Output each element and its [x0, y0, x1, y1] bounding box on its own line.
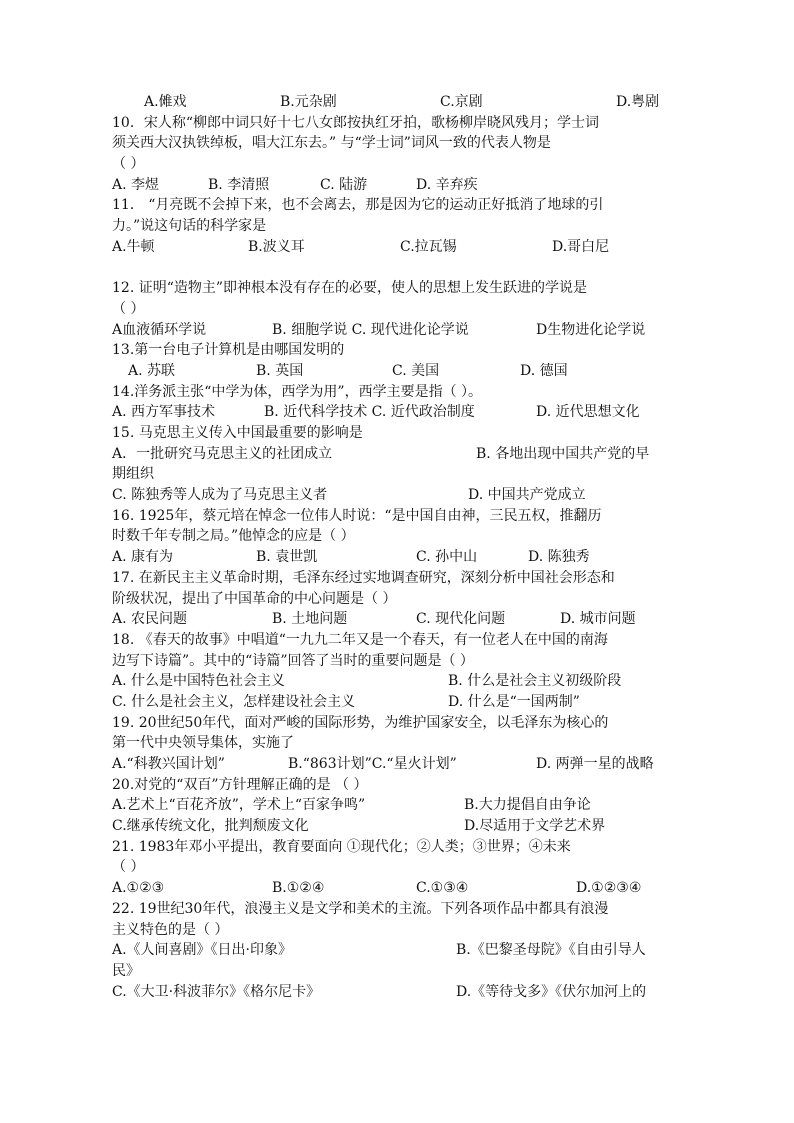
text-line: 21. 1983年邓小平提出，教育要面向 ①现代化；②人类；③世界；④未来 [112, 838, 571, 855]
text-line: 12. 证明“造物主”即神根本没有存在的必要，使人的思想上发生跃进的学说是 [112, 280, 588, 297]
text-line: 17. 在新民主主义革命时期，毛泽东经过实地调查研究，深刻分析中国社会形态和 [112, 569, 615, 586]
option-text: B.波义耳 [248, 238, 305, 255]
option-text: A.“科教兴国计划” [112, 756, 225, 772]
option-text: D. 德国 [520, 362, 568, 379]
text-line: 主义特色的是（ ） [112, 921, 229, 938]
option-text: C.京剧 [440, 94, 483, 110]
option-text: C.拉瓦锡 [400, 238, 457, 255]
option-row [112, 175, 684, 196]
option-text: A.艺术上“百花齐放”，学术上“百家争鸣” [112, 797, 366, 814]
option-text: B. 李清照 [208, 176, 270, 193]
option-text: D.哥白尼 [552, 238, 610, 255]
option-row [112, 982, 684, 1003]
text-line: 16. 1925年，蔡元培在悼念一位伟人时说：“是中国自由神，三民五权，推翻历 [112, 507, 602, 524]
option-text: C.①③④ [416, 880, 469, 897]
option-text: A. 西方军事技术 [112, 404, 216, 421]
option-text: D. 两弹一星的战略 [536, 756, 654, 772]
option-text: D. 近代思想文化 [536, 404, 640, 421]
option-text: D. 中国共产党成立 [468, 487, 586, 504]
option-text: C. 孙中山 [416, 549, 478, 566]
option-text: A．一批研究马克思主义的社团成立 [112, 445, 333, 462]
option-text: A. 农民问题 [112, 611, 188, 628]
option-text: B. 英国 [256, 362, 304, 379]
blank-line [112, 258, 684, 279]
option-text: B. 袁世凯 [256, 549, 318, 566]
text-line: 22. 19世纪30年代，浪漫主义是文学和美术的主流。下列各项作品中都具有浪漫 [112, 900, 609, 917]
text-line: 力。”说这句话的科学家是 [112, 218, 267, 235]
option-row [112, 402, 684, 423]
option-text: A. 苏联 [128, 362, 176, 379]
option-text: C. 美国 [392, 362, 440, 379]
option-text: D. 什么是“一国两制” [448, 693, 580, 710]
option-row [112, 671, 684, 692]
option-row [112, 547, 684, 568]
option-text: D生物进化论学说 [536, 321, 646, 338]
option-text: A. 康有为 [112, 549, 174, 566]
option-text: A.牛顿 [112, 238, 155, 255]
text-line: （ ） [112, 156, 145, 173]
option-text: C.《大卫·科波菲尔》《格尔尼卡》 [112, 983, 321, 1000]
text-line: 时数千年专制之局。”他悼念的应是（ ） [112, 528, 355, 545]
option-row [112, 361, 684, 382]
option-row [112, 878, 684, 899]
option-text: D. 辛弃疾 [416, 176, 478, 193]
text-line: 第一代中央领导集体，实施了 [112, 735, 294, 752]
text-line: 阶级状况，提出了中国革命的中心问题是（ ） [112, 590, 397, 607]
option-text: B.《巴黎圣母院》《自由引导人 [456, 942, 646, 959]
text-line: 15. 马克思主义传入中国最重要的影响是 [112, 425, 363, 441]
text-line: （ ） [112, 300, 145, 317]
text-line: 14.洋务派主张“中学为体，西学为用”，西学主要是指（ ）。 [112, 383, 483, 400]
option-row [112, 92, 684, 113]
option-text: C. 什么是社会主义，怎样建设社会主义 [112, 693, 356, 710]
exam-page [112, 92, 684, 1002]
text-line: 11． “月亮既不会掉下来，也不会离去，那是因为它的运动正好抵消了地球的引 [112, 197, 604, 214]
option-text: A. 李煜 [112, 176, 160, 193]
option-text: D.①②③④ [576, 880, 642, 897]
option-text: B. 近代科学技术 C. 近代政治制度 [264, 404, 475, 421]
option-row [112, 237, 684, 258]
option-text: C. 陆游 [320, 176, 368, 193]
option-row [112, 444, 684, 465]
option-text: D. 陈独秀 [528, 549, 590, 566]
text-line: 10．宋人称“柳郎中词只好十七八女郎按执红牙拍，歌杨柳岸晓风残月；学士词 [112, 114, 599, 131]
option-text: D. 城市问题 [560, 611, 636, 628]
option-text: D.尽适用于文学艺术界 [464, 818, 606, 835]
text-line: 13.第一台电子计算机是由哪国发明的 [112, 342, 345, 359]
option-row [112, 609, 684, 630]
option-text: B. 各地出现中国共产党的早 [476, 445, 650, 462]
option-text: C. 陈独秀等人成为了马克思主义者 [112, 487, 328, 504]
option-text: A血液循环学说 [112, 321, 207, 338]
option-text: A.①②③ [112, 880, 165, 897]
option-text: A. 什么是中国特色社会主义 [112, 673, 286, 690]
option-text: B.①②④ [272, 880, 325, 897]
option-text: A.傩戏 [144, 94, 187, 110]
option-row [112, 816, 684, 837]
option-row [112, 940, 684, 961]
text-line: 边写下诗篇”。其中的“诗篇”回答了当时的重要问题是（ ） [112, 652, 474, 669]
text-line: 18. 《春天的故事》中唱道“一九九二年又是一个春天，有一位老人在中国的南海 [112, 631, 608, 648]
option-text: A.《人间喜剧》《日出·印象》 [112, 942, 293, 959]
option-row [112, 485, 684, 506]
option-text: B. 土地问题 [272, 611, 348, 628]
text-line: （ ） [112, 859, 145, 876]
option-text: D.《等待戈多》《伏尔加河上的 [456, 983, 647, 1000]
option-text: B.大力提倡自由争论 [464, 797, 591, 814]
option-row [112, 754, 684, 775]
text-line: 19. 20世纪50年代，面对严峻的国际形势，为维护国家安全，以毛泽东为核心的 [112, 714, 609, 731]
option-row [112, 320, 684, 341]
option-text: D.粤剧 [616, 94, 660, 110]
option-row [112, 692, 684, 713]
text-line: 须关西大汉执铁绰板，唱大江东去。” 与“学士词”词风一致的代表人物是 [112, 135, 551, 152]
option-text: B.“863计划”C.“星火计划” [288, 756, 457, 772]
option-text: C. 现代化问题 [416, 611, 506, 628]
option-text: C.继承传统文化，批判颓废文化 [112, 818, 309, 835]
option-text: B.元杂剧 [280, 94, 337, 110]
option-text: B. 细胞学说 C. 现代进化论学说 [272, 321, 469, 338]
option-row [112, 795, 684, 816]
text-line: 20.对党的“双百”方针理解正确的是 （ ） [112, 776, 368, 793]
text-line: 民》 [112, 962, 140, 979]
text-line: 期组织 [112, 466, 154, 483]
option-text: B. 什么是社会主义初级阶段 [448, 673, 622, 690]
